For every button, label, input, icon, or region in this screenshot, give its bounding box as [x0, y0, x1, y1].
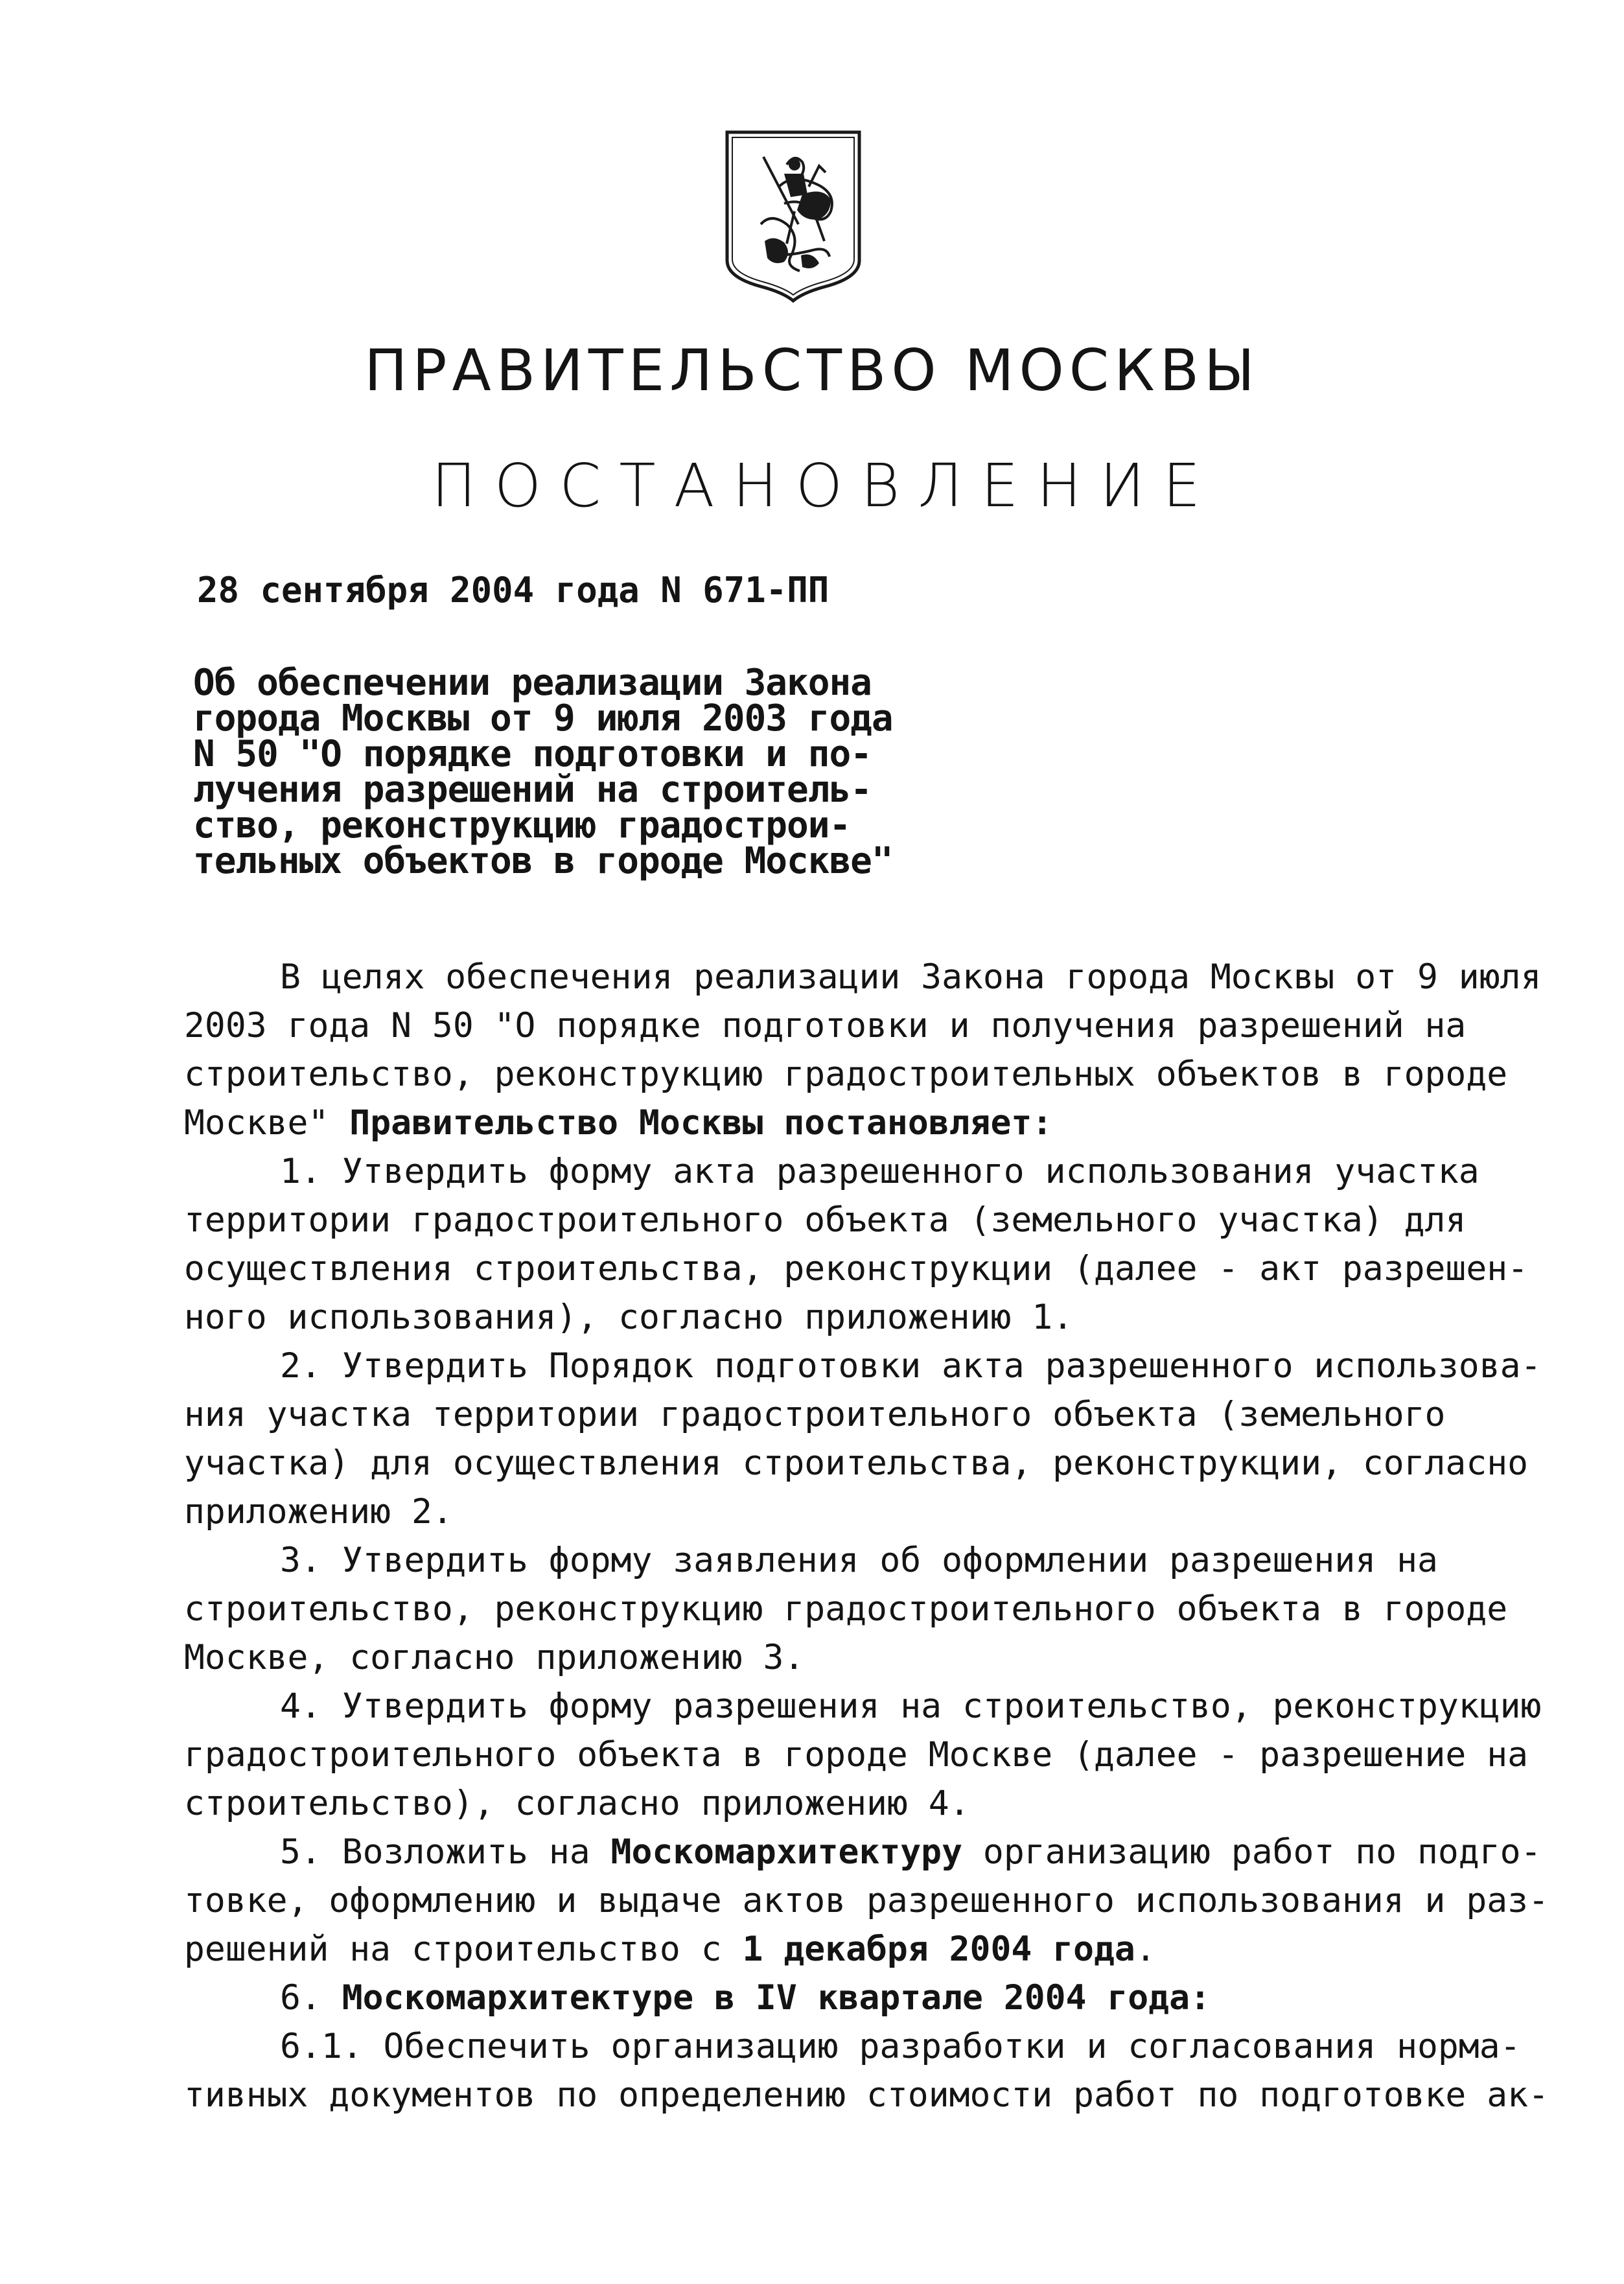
subject-line: города Москвы от 9 июля 2003 года [193, 697, 893, 740]
document-type: ПОСТАНОВЛЕНИЕ [431, 451, 1219, 520]
item-1-line: 1. Утвердить форму акта разрешенного использования участка [280, 1152, 1479, 1191]
item-5-line [184, 1828, 1542, 1876]
item-5-text: решений на строительство с [184, 1929, 743, 1969]
preamble-text: Москве" [184, 1103, 350, 1143]
item-6-line [184, 1974, 1467, 2022]
subject-line: N 50 "О порядке подготовки и по- [193, 733, 872, 775]
preamble-line: строительство, реконструкцию градостроительных объектов в городе [184, 1055, 1508, 1094]
subject-line: Об обеспечении реализации Закона [193, 662, 872, 704]
item-1-line: осуществления строительства, реконструкции (далее - акт разрешен- [184, 1249, 1529, 1288]
document-body [184, 953, 1549, 2119]
item-2-line: 2. Утвердить Порядок подготовки акта разрешенного использова- [280, 1346, 1542, 1386]
item-6-number: 6. [280, 1978, 342, 2018]
preamble-line: В целях обеспечения реализации Закона города Москвы от 9 июля [280, 957, 1542, 997]
item-1-line: территории градостроительного объекта (земельного участка) для [184, 1200, 1467, 1240]
agency-name: Москомархитектуру [610, 1832, 962, 1872]
item-6-1-line: 6.1. Обеспечить организацию разработки и согласования норма- [280, 2027, 1521, 2066]
item-3-line: строительство, реконструкцию градостроительного объекта в городе [184, 1589, 1508, 1629]
item-4-line: 4. Утвердить форму разрешения на строительство, реконструкцию [280, 1686, 1542, 1726]
item-2-line: участка) для осуществления строительства, реконструкции, согласно [184, 1443, 1529, 1483]
item-5-text: организацию работ по подго- [962, 1832, 1542, 1872]
item-6-heading: Москомархитектуре в IV квартале 2004 года: [342, 1978, 1211, 2018]
subject-line: лучения разрешений на строитель- [193, 769, 872, 811]
item-2-line: ния участка территории градостроительного объекта (земельного [184, 1395, 1446, 1434]
item-5-text: . [1135, 1929, 1156, 1969]
effective-date: 1 декабря 2004 года [742, 1929, 1135, 1969]
item-3-line: 3. Утвердить форму заявления об оформлении разрешения на [280, 1541, 1438, 1580]
resolution-phrase: Правительство Москвы постановляет: [349, 1103, 1053, 1143]
item-5-line: товке, оформлению и выдаче актов разрешенного использования и раз- [184, 1881, 1549, 1920]
item-1-line: ного использования), согласно приложению 1. [184, 1298, 1074, 1337]
item-4-line: строительство), согласно приложению 4. [184, 1784, 970, 1823]
preamble-line: 2003 года N 50 "О порядке подготовки и получения разрешений на [184, 1006, 1467, 1045]
item-6-1-line: тивных документов по определению стоимости работ по подготовке ак- [184, 2075, 1549, 2115]
item-3-line: Москве, согласно приложению 3. [184, 1638, 805, 1677]
date-and-number: 28 сентября 2004 года N 671-ПП [197, 570, 829, 611]
item-4-line: градостроительного объекта в городе Москве (далее - разрешение на [184, 1735, 1529, 1775]
document-subject [193, 662, 893, 882]
item-2-line: приложению 2. [184, 1492, 453, 1532]
government-title: ПРАВИТЕЛЬСТВО МОСКВЫ [364, 337, 1260, 404]
subject-line: ство, реконструкцию градострои- [193, 804, 851, 846]
subject-line: тельных объектов в городе Москве" [193, 840, 893, 882]
preamble-line [184, 1099, 1467, 1147]
item-5-line [184, 1925, 1467, 1974]
moscow-coat-of-arms-icon [722, 127, 864, 303]
item-5-text: 5. Возложить на [280, 1832, 611, 1872]
